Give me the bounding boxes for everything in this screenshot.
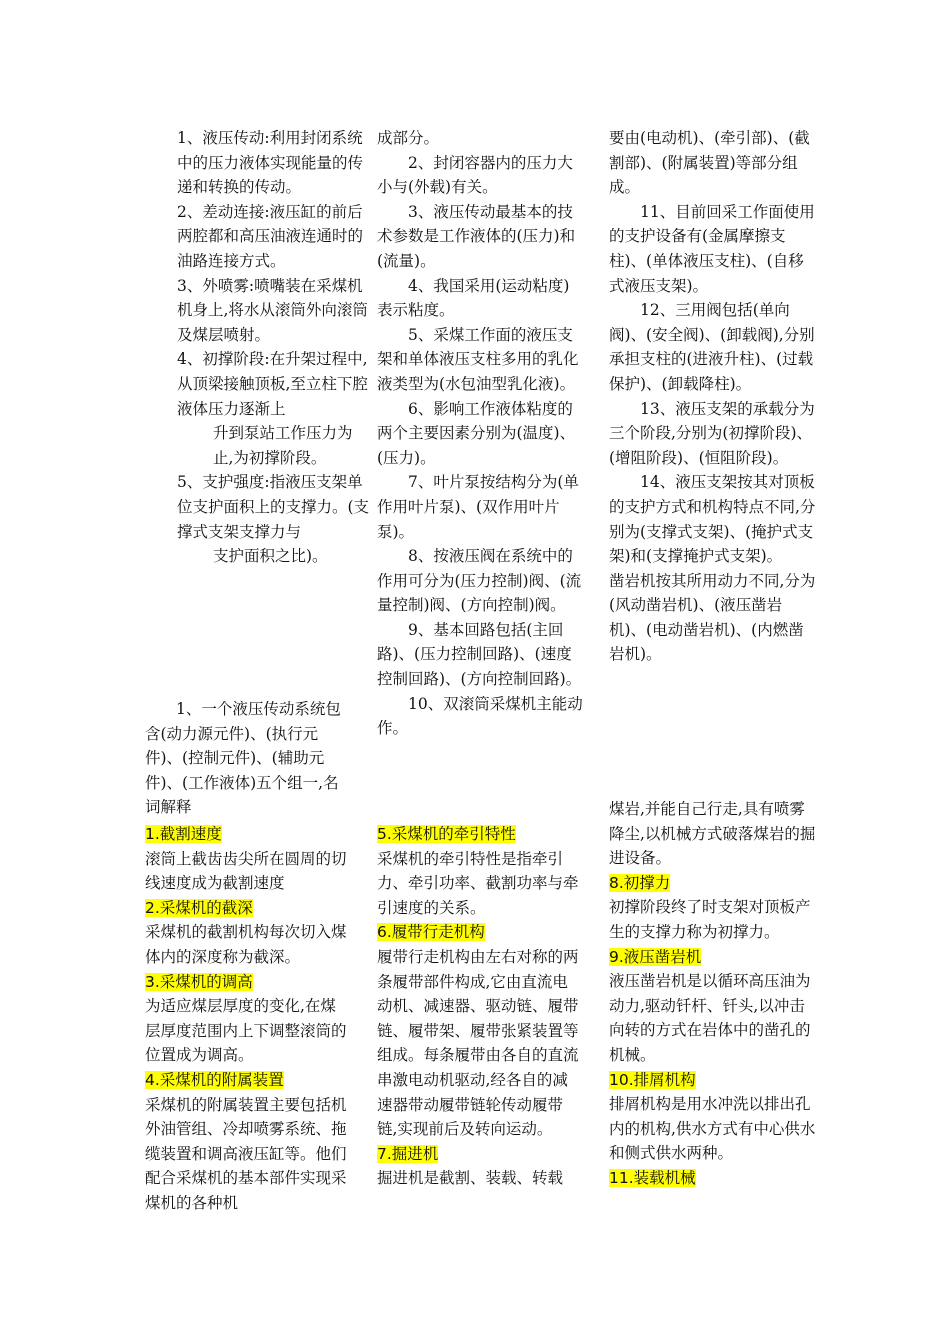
paragraph: 14、液压支架按其对顶板的支护方式和机构特点不同,分别为(支撑式支架)、(掩护式支架)和(支撑掩护式支架)。 [609, 473, 816, 566]
glossary-definition: 采煤机的截割机构每次切入煤体内的深度称为截深。 [145, 923, 347, 966]
column-3-glossary [609, 797, 819, 1191]
column-3-top-text [609, 126, 819, 667]
paragraph: 凿岩机按其所用动力不同,分为(风动凿岩机)、(液压凿岩机)、(电动凿岩机)、(内燃凿岩机)。 [609, 571, 816, 664]
paragraph: 2、差动连接:液压缸的前后两腔都和高压油液连通时的油路连接方式。 [177, 202, 364, 270]
paragraph: 9、基本回路包括(主回路)、(压力控制回路)、(速度控制回路)、(方向控制回路)。 [377, 620, 582, 689]
glossary-term [377, 1142, 583, 1167]
paragraph: 12、三用阀包括(单向阀)、(安全阀)、(卸载阀),分别承担支柱的(进液升柱)、(过载保护)、(卸载降柱)。 [609, 301, 815, 393]
term-heading: 1.截割速度 [145, 825, 222, 843]
term-heading: 6.履带行走机构 [377, 923, 485, 942]
glossary-term [145, 1068, 351, 1093]
term-heading: 5.采煤机的牵引特性 [377, 825, 516, 843]
glossary-term [377, 822, 583, 847]
paragraph: 5、支护强度:指液压支架单位支护面积上的支撑力。(支撑式支架支撑力与 [177, 473, 370, 541]
glossary-term [145, 822, 351, 847]
paragraph: 13、液压支架的承载分为三个阶段,分别为(初撑阶段)、(增阻阶段)、(恒阻阶段)。 [609, 399, 815, 467]
paragraph: 1、一个液压传动系统包含(动力源元件)、(执行元件)、(控制元件)、(辅助元件)、(工作液体)五个组一,名词解释 [145, 700, 341, 817]
term-heading: 9.液压凿岩机 [609, 947, 702, 966]
glossary-definition: 采煤机的附属装置主要包括机外油管组、冷却喷雾系统、拖缆装置和调高液压缸等。他们配合采煤机的基本部件实现采煤机的各种机 [145, 1095, 347, 1212]
glossary-term [609, 871, 819, 896]
paragraph: 3、外喷雾:喷嘴装在采煤机机身上,将水从滚筒外向滚筒及煤层喷射。 [177, 276, 368, 344]
paragraph: 7、叶片泵按结构分为(单作用叶片泵)、(双作用叶片泵)。 [377, 473, 579, 541]
glossary-term [609, 1068, 819, 1093]
glossary-definition: 初撑阶段终了时支架对顶板产生的支撑力称为初撑力。 [609, 898, 811, 941]
paragraph: 5、采煤工作面的液压支架和单体液压支柱多用的乳化液类型为(水包油型乳化液)。 [377, 325, 579, 393]
term-heading: 4.采煤机的附属装置 [145, 1070, 284, 1089]
term-heading: 10.排屑机构 [609, 1070, 696, 1089]
column-1-top-text [177, 126, 372, 569]
paragraph: 升到泵站工作压力为止,为初撑阶段。 [213, 424, 353, 467]
paragraph: 支护面积之比)。 [213, 547, 328, 566]
column-1-glossary [145, 822, 351, 1216]
glossary-definition: 排屑机构是用水冲洗以排出孔内的机构,供水方式有中心供水和侧式供水两种。 [609, 1095, 816, 1163]
paragraph: 4、我国采用(运动粘度)表示粘度。 [377, 276, 570, 320]
paragraph: 要由(电动机)、(牵引部)、(截割部)、(附属装置)等部分组成。 [609, 129, 810, 197]
glossary-term [145, 896, 351, 921]
column-2-glossary [377, 822, 583, 1191]
paragraph: 8、按液压阀在系统中的作用可分为(压力控制)阀、(流量控制)阀、(方向控制)阀。 [377, 547, 582, 615]
paragraph: 10、双滚筒采煤机主能动作。 [377, 694, 583, 738]
paragraph: 成部分。 [377, 129, 440, 147]
paragraph: 3、液压传动最基本的技术参数是工作液体的(压力)和(流量)。 [377, 202, 576, 270]
term-heading: 11.装载机械 [609, 1168, 696, 1187]
term-heading: 3.采煤机的调高 [145, 972, 253, 991]
glossary-definition: 采煤机的牵引特性是指牵引力、牵引功率、截割功率与牵引速度的关系。 [377, 849, 579, 917]
glossary-term [377, 920, 583, 945]
paragraph: 11、目前回采工作面使用的支护设备有(金属摩擦支柱)、(单体液压支柱)、(自移式液压支架)。 [609, 202, 815, 295]
paragraph: 2、封闭容器内的压力大小与(外载)有关。 [377, 153, 573, 197]
term-heading: 7.掘进机 [377, 1144, 439, 1163]
glossary-definition: 为适应煤层厚度的变化,在煤层厚度范围内上下调整滚筒的位置成为调高。 [145, 997, 347, 1065]
term-heading: 8.初撑力 [609, 873, 671, 892]
column-1-middle-text [145, 697, 351, 820]
glossary-term [609, 945, 819, 970]
glossary-definition: 煤岩,并能自己行走,具有喷雾降尘,以机械方式破落煤岩的掘进设备。 [609, 800, 816, 868]
column-2-top-text [377, 126, 583, 741]
glossary-term [609, 1166, 819, 1191]
term-heading: 2.采煤机的截深 [145, 898, 253, 917]
glossary-definition: 液压凿岩机是以循环高压油为动力,驱动钎杆、钎头,以冲击向转的方式在岩体中的凿孔的机械。 [609, 972, 811, 1064]
paragraph: 6、影响工作液体粘度的两个主要因素分别为(温度)、(压力)。 [377, 399, 576, 467]
glossary-definition: 掘进机是截割、装载、转载 [377, 1169, 564, 1188]
glossary-term [145, 970, 351, 995]
glossary-definition: 履带行走机构由左右对称的两条履带部件构成,它由直流电动机、减速器、驱动链、履带链、履带架、履带张紧装置等组成。每条履带由各自的直流串激电动机驱动,经各自的减速器带动履带链轮传动履带链,实现前后及转向运动。 [377, 947, 579, 1139]
glossary-definition: 滚筒上截齿齿尖所在圆周的切线速度成为截割速度 [145, 849, 347, 893]
paragraph: 4、初撑阶段:在升架过程中,从顶梁接触顶板,至立柱下腔液体压力逐渐上 [177, 350, 368, 418]
paragraph: 1、液压传动:利用封闭系统中的压力液体实现能量的传递和转换的传动。 [177, 129, 364, 197]
